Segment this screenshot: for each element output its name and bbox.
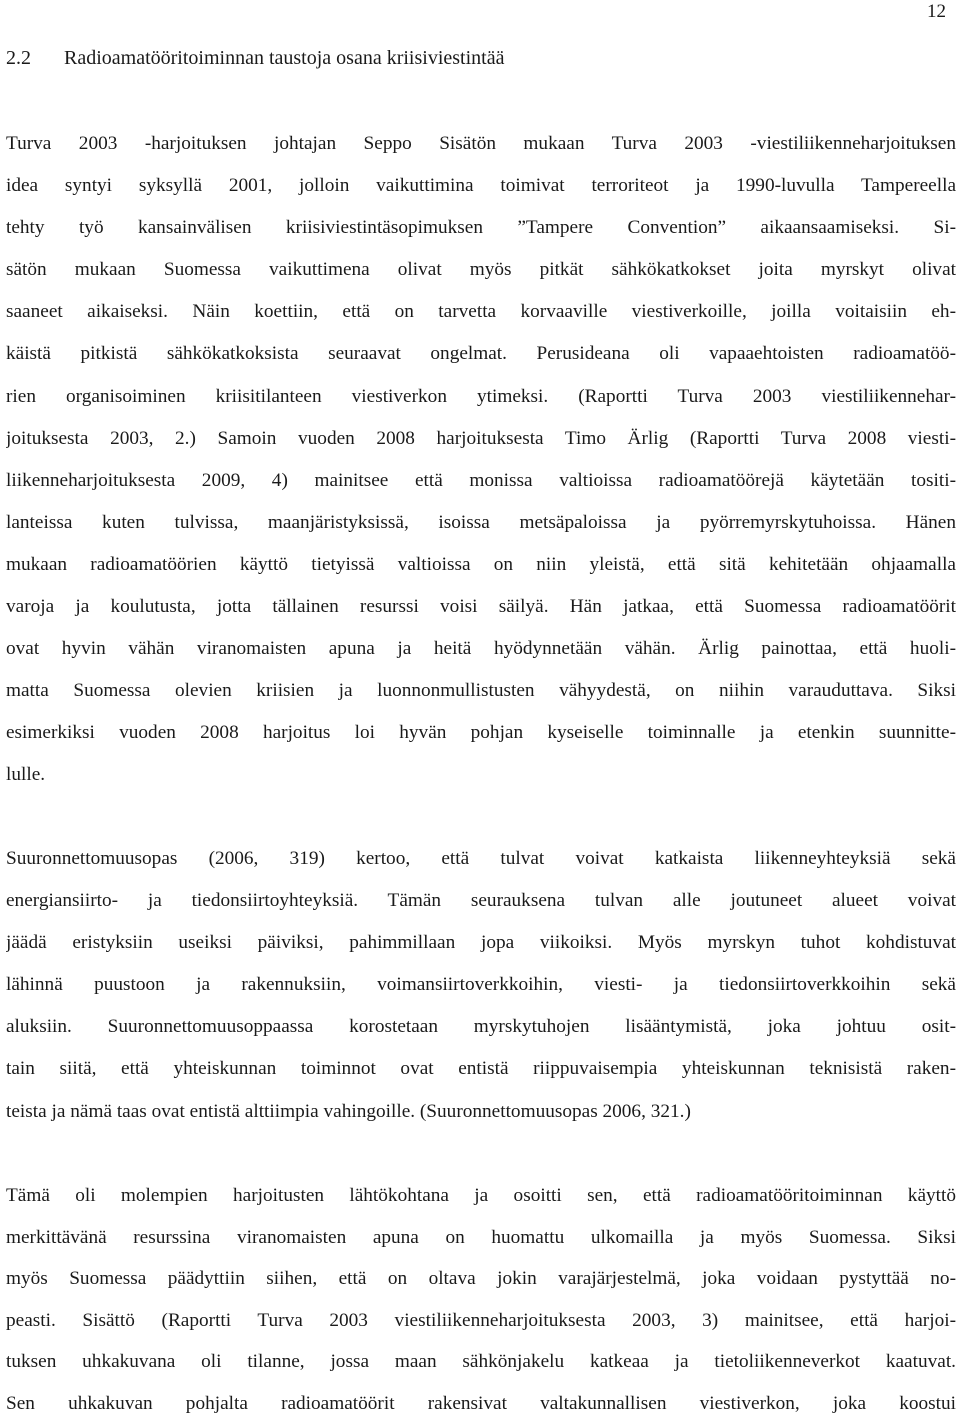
text-line: Turva 2003 -harjoituksen johtajan Seppo Sisätön mukaan Turva 2003 -viestiliikenneharjoituksen bbox=[6, 133, 956, 154]
text-line: tain siitä, että yhteiskunnan toiminnot ovat entistä riippuvaisempia yhteiskunnan teknisistä raken- bbox=[6, 1058, 956, 1080]
text-line: merkittävänä resurssina viranomaisten apuna on huomattu ulkomailla ja myös Suomessa. Siksi bbox=[6, 1226, 956, 1248]
section-title: Radioamatööritoiminnan taustoja osana kriisiviestintää bbox=[64, 47, 505, 69]
text-line: saaneet aikaiseksi. Näin koettiin, että on tarvetta korvaaville viestiverkoille, joilla voitaisiin eh- bbox=[6, 301, 956, 323]
page-number: 12 bbox=[927, 1, 946, 22]
text-line: lulle. bbox=[6, 764, 46, 786]
section-number: 2.2 bbox=[6, 47, 31, 69]
text-line: liikenneharjoituksesta 2009, 4) mainitsee että monissa valtioissa radioamatöörejä käytetään tositi- bbox=[6, 469, 956, 491]
paragraph-2 bbox=[6, 838, 956, 1133]
text-line: idea syntyi syksyllä 2001, jolloin vaikuttimina toimivat terroriteot ja 1990-luvulla Tampereella bbox=[6, 175, 956, 197]
text-line: Sen uhkakuvan pohjalta radioamatöörit rakensivat valtakunnallisen viestiverkon, joka koostui bbox=[6, 1392, 956, 1414]
text-line: käistä pitkistä sähkökatkoksista seuraavat ongelmat. Perusideana oli vapaaehtoisten radioamatöö- bbox=[6, 343, 956, 365]
text-line: jäädä eristyksiin useiksi päiviksi, pahimmillaan jopa viikoiksi. Myös myrskyn tuhot kohdistuvat bbox=[6, 932, 956, 954]
text-line: tehty työ kansainvälisen kriisiviestintäsopimuksen ”Tampere Convention” aikaansaamiseksi. Si- bbox=[6, 217, 956, 239]
text-line: mukaan radioamatöörien käyttö tietyissä valtioissa on niin yleistä, että sitä kehitetään ohjaamalla bbox=[6, 553, 956, 575]
text-line: tuksen uhkakuvana oli tilanne, jossa maan sähkönjakelu katkeaa ja tietoliikenneverkot kaatuvat. bbox=[6, 1351, 956, 1373]
text-line: sätön mukaan Suomessa vaikuttimena olivat myös pitkät sähkökatkokset joita myrskyt olivat bbox=[6, 259, 956, 281]
text-line: matta Suomessa olevien kriisien ja luonnonmullistusten vähyydestä, on niihin varauduttava. Siksi bbox=[6, 680, 956, 702]
text-line: rien organisoiminen kriisitilanteen viestiverkon ytimeksi. (Raportti Turva 2003 viestiliikennehar- bbox=[6, 385, 956, 407]
text-line: lähinnä puustoon ja rakennuksiin, voimansiirtoverkkoihin, viesti- ja tiedonsiirtoverkkoihin sekä bbox=[6, 974, 956, 996]
text-line: ovat hyvin vähän viranomaisten apuna ja heitä hyödynnetään vähän. Ärlig painottaa, että huoli- bbox=[6, 638, 956, 660]
text-line: peasti. Sisättö (Raportti Turva 2003 viestiliikenneharjoituksesta 2003, 3) mainitsee, että harjoi- bbox=[6, 1309, 956, 1331]
text-line: energiansiirto- ja tiedonsiirtoyhteyksiä. Tämän seurauksena tulvan alle joutuneet alueet voivat bbox=[6, 890, 956, 912]
text-line: aluksiin. Suuronnettomuusoppaassa korostetaan myrskytuhojen lisääntymistä, joka johtuu osit- bbox=[6, 1016, 956, 1038]
text-line: Tämä oli molempien harjoitusten lähtökohtana ja osoitti sen, että radioamatööritoiminnan käyttö bbox=[6, 1185, 956, 1206]
text-line: joituksesta 2003, 2.) Samoin vuoden 2008 harjoituksesta Timo Ärlig (Raportti Turva 2008 viesti- bbox=[6, 427, 956, 449]
text-line: myös Suomessa päädyttiin siihen, että on oltava jokin varajärjestelmä, joka voidaan pystyttää no- bbox=[6, 1268, 956, 1290]
text-line: Suuronnettomuusopas (2006, 319) kertoo, että tulvat voivat katkaista liikenneyhteyksiä sekä bbox=[6, 848, 956, 869]
text-line: teista ja nämä taas ovat entistä alttiimpia vahingoille. (Suuronnettomuusopas 2006, 321.) bbox=[6, 1100, 691, 1122]
text-line: esimerkiksi vuoden 2008 harjoitus loi hyvän pohjan kyseiselle toiminnalle ja etenkin suunnitte- bbox=[6, 722, 956, 744]
paragraph-3 bbox=[6, 1175, 956, 1425]
section-heading bbox=[6, 44, 504, 72]
paragraph-1 bbox=[6, 123, 956, 797]
text-line: varoja ja koulutusta, jotta tällainen resurssi voisi säilyä. Hän jatkaa, että Suomessa radioamatöörit bbox=[6, 596, 956, 618]
text-line: lanteissa kuten tulvissa, maanjäristyksissä, isoissa metsäpaloissa ja pyörremyrskytuhoissa. Hänen bbox=[6, 511, 956, 533]
